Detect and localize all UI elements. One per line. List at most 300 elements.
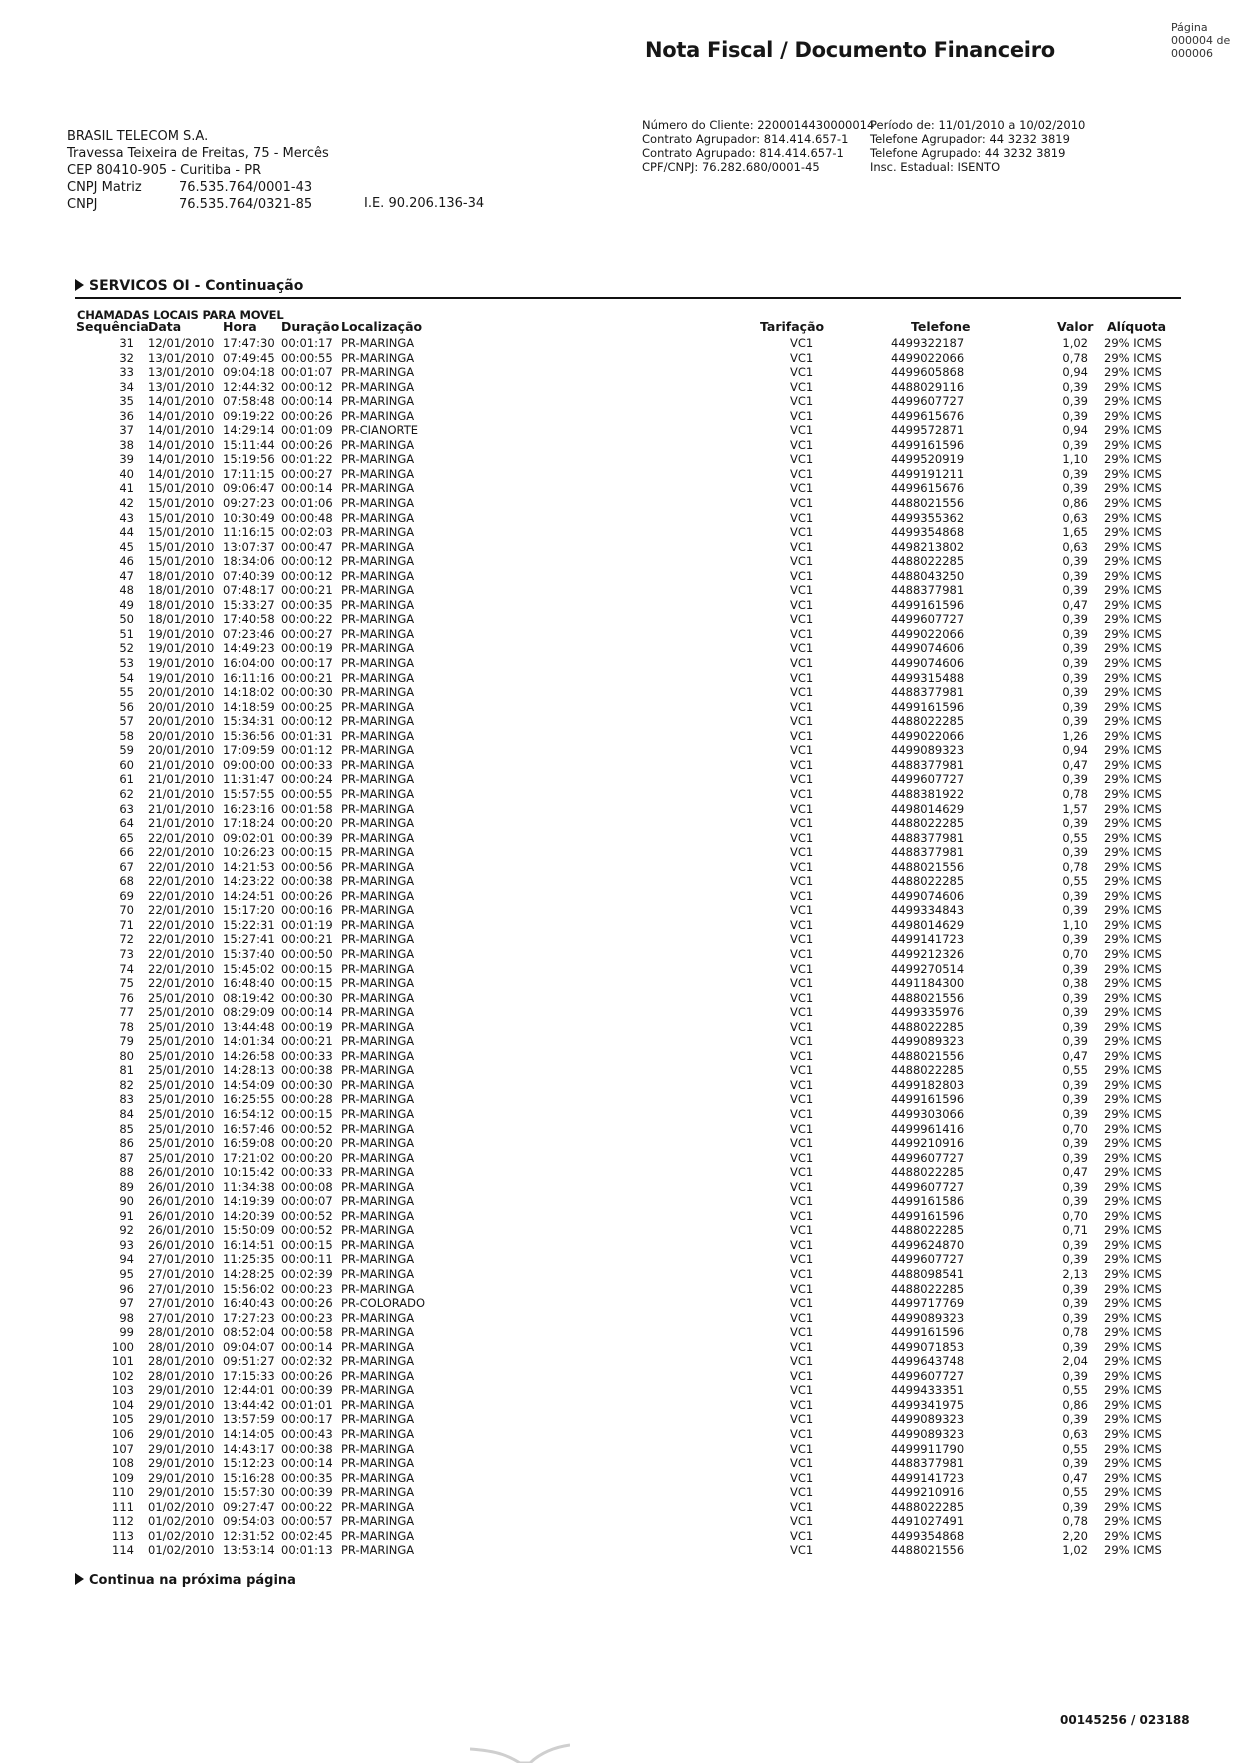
cell-telefone: 4499607727 [891,1252,965,1267]
table-row [0,1034,1248,1049]
cell-localizacao: PR-MARINGA [341,1208,415,1223]
table-row [0,1151,1248,1166]
col-header-data: Data [148,319,182,334]
cell-data: 25/01/2010 [148,1034,215,1049]
table-row [0,714,1248,729]
cell-sequencia: 86 [119,1136,134,1151]
table-row [0,874,1248,889]
cell-duracao: 00:00:15 [281,976,333,991]
cell-telefone: 4488377981 [891,845,965,860]
cell-data: 26/01/2010 [148,1165,215,1180]
cell-duracao: 00:01:22 [281,452,333,467]
table-row [0,409,1248,424]
cell-data: 12/01/2010 [148,336,215,350]
contract-info [870,118,1085,174]
cell-aliquota: 29% ICMS [1104,1412,1162,1427]
cell-hora: 16:11:16 [223,670,275,685]
cell-localizacao: PR-MARINGA [341,1106,415,1121]
table-row [0,860,1248,875]
cell-tarifacao: VC1 [790,816,814,831]
table-row [0,743,1248,758]
cell-telefone: 4499643748 [891,1354,965,1369]
cnpj-label: CNPJ [67,197,98,212]
cell-hora: 14:28:25 [223,1267,275,1281]
cell-tarifacao: VC1 [790,336,814,350]
cell-sequencia: 97 [119,1296,134,1311]
phone-agrupador: Telefone Agrupador: 44 3232 3819 [870,132,1070,146]
cell-data: 14/01/2010 [148,452,215,467]
cell-valor: 0,39 [1062,1077,1088,1092]
client-number: Número do Cliente: 2200014430000014 [642,118,875,132]
col-header-aliquota: Alíquota [1107,319,1167,334]
cell-tarifacao: VC1 [790,1325,814,1340]
cell-localizacao: PR-MARINGA [341,859,415,874]
phone-agrupado: Telefone Agrupado: 44 3232 3819 [870,146,1066,160]
cell-telefone: 4488021556 [891,859,965,874]
cell-duracao: 00:00:15 [281,845,333,860]
table-row [0,496,1248,511]
cell-valor: 0,39 [1062,408,1088,423]
cell-telefone: 4499322187 [891,336,965,350]
cell-valor: 0,39 [1062,466,1088,481]
cell-hora: 09:19:22 [223,408,275,423]
cell-localizacao: PR-MARINGA [341,1470,415,1485]
cell-tarifacao: VC1 [790,1339,814,1354]
cell-aliquota: 29% ICMS [1104,1077,1162,1092]
cell-localizacao: PR-CIANORTE [341,423,418,438]
cell-data: 19/01/2010 [148,626,215,641]
table-row [0,540,1248,555]
cell-localizacao: PR-MARINGA [341,466,415,481]
cell-tarifacao: VC1 [790,423,814,438]
table-row [0,903,1248,918]
cell-aliquota: 29% ICMS [1104,1106,1162,1121]
cell-data: 22/01/2010 [148,830,215,845]
cell-localizacao: PR-MARINGA [341,437,415,452]
cell-telefone: 4488377981 [891,830,965,845]
cell-aliquota: 29% ICMS [1104,699,1162,714]
page-value: 000004 de 000006 [1171,34,1231,60]
cell-valor: 0,39 [1062,816,1088,831]
cell-telefone: 4488022285 [891,816,965,831]
cell-sequencia: 33 [119,365,134,380]
cell-tarifacao: VC1 [790,656,814,671]
cell-aliquota: 29% ICMS [1104,1485,1162,1500]
cell-aliquota: 29% ICMS [1104,1296,1162,1311]
cell-tarifacao: VC1 [790,539,814,554]
table-row [0,802,1248,817]
cell-data: 20/01/2010 [148,743,215,758]
cell-hora: 14:23:22 [223,874,275,889]
table-row [0,1383,1248,1398]
cell-duracao: 00:00:20 [281,816,333,831]
cell-data: 15/01/2010 [148,554,215,569]
cell-sequencia: 50 [119,612,134,627]
cnpj-matriz-value: 76.535.764/0001-43 [179,180,313,195]
table-row [0,467,1248,482]
cell-localizacao: PR-MARINGA [341,1048,415,1063]
cell-sequencia: 65 [119,830,134,845]
cell-aliquota: 29% ICMS [1104,1368,1162,1383]
cell-duracao: 00:00:57 [281,1514,333,1529]
table-row [0,438,1248,453]
cell-duracao: 00:01:31 [281,728,333,743]
cell-data: 20/01/2010 [148,685,215,700]
table-row [0,1223,1248,1238]
cell-valor: 0,39 [1062,1339,1088,1354]
cell-duracao: 00:00:26 [281,437,333,452]
cell-valor: 0,70 [1062,946,1088,961]
cell-valor: 0,86 [1062,496,1088,511]
cell-duracao: 00:00:14 [281,394,333,409]
table-row [0,889,1248,904]
cell-data: 26/01/2010 [148,1208,215,1223]
cell-data: 13/01/2010 [148,365,215,380]
cell-hora: 14:43:17 [223,1441,275,1456]
cell-valor: 0,39 [1062,845,1088,860]
table-row [0,554,1248,569]
cell-tarifacao: VC1 [790,699,814,714]
cnpj-matriz-label: CNPJ Matriz [67,180,142,195]
table-row [0,1005,1248,1020]
cell-aliquota: 29% ICMS [1104,1150,1162,1165]
cell-localizacao: PR-MARINGA [341,1514,415,1529]
cell-tarifacao: VC1 [790,1397,814,1412]
cell-data: 15/01/2010 [148,496,215,511]
cell-valor: 0,39 [1062,1034,1088,1049]
cell-valor: 2,13 [1062,1267,1088,1281]
cell-hora: 16:59:08 [223,1136,275,1151]
cell-valor: 0,39 [1062,670,1088,685]
cell-aliquota: 29% ICMS [1104,437,1162,452]
col-header-seq: Sequência [76,319,149,334]
cell-telefone: 4499961416 [891,1121,965,1136]
cell-telefone: 4499607727 [891,394,965,409]
cell-tarifacao: VC1 [790,714,814,729]
cell-aliquota: 29% ICMS [1104,961,1162,976]
cell-tarifacao: VC1 [790,1354,814,1369]
cell-data: 27/01/2010 [148,1267,215,1281]
cell-duracao: 00:00:15 [281,961,333,976]
cell-aliquota: 29% ICMS [1104,670,1162,685]
cell-localizacao: PR-MARINGA [341,481,415,496]
section-title-text: SERVICOS OI - Continuação [89,278,304,294]
cell-aliquota: 29% ICMS [1104,1397,1162,1412]
table-row [0,1325,1248,1340]
cell-tarifacao: VC1 [790,801,814,816]
cell-hora: 09:27:23 [223,496,275,511]
cell-duracao: 00:01:17 [281,336,333,350]
cell-sequencia: 43 [119,510,134,525]
cell-valor: 0,78 [1062,350,1088,365]
cell-sequencia: 109 [112,1470,134,1485]
cell-tarifacao: VC1 [790,903,814,918]
cell-data: 25/01/2010 [148,1136,215,1151]
cell-sequencia: 103 [112,1383,134,1398]
cell-valor: 1,02 [1062,336,1088,350]
cell-telefone: 4499624870 [891,1237,965,1252]
cell-aliquota: 29% ICMS [1104,685,1162,700]
cell-telefone: 4499161586 [891,1194,965,1209]
cell-hora: 17:09:59 [223,743,275,758]
cell-telefone: 4488021556 [891,990,965,1005]
cell-tarifacao: VC1 [790,976,814,991]
cell-data: 22/01/2010 [148,859,215,874]
cell-duracao: 00:01:58 [281,801,333,816]
cell-valor: 0,78 [1062,786,1088,801]
cell-tarifacao: VC1 [790,1368,814,1383]
cell-duracao: 00:02:03 [281,525,333,540]
cell-duracao: 00:00:39 [281,1383,333,1398]
cell-aliquota: 29% ICMS [1104,626,1162,641]
cell-data: 29/01/2010 [148,1397,215,1412]
cell-sequencia: 89 [119,1179,134,1194]
cell-data: 25/01/2010 [148,1019,215,1034]
cell-telefone: 4488022285 [891,1063,965,1078]
cell-telefone: 4499607727 [891,1150,965,1165]
cell-duracao: 00:01:09 [281,423,333,438]
cell-hora: 08:19:42 [223,990,275,1005]
cell-tarifacao: VC1 [790,1092,814,1107]
cell-telefone: 4499354868 [891,525,965,540]
table-row [0,351,1248,366]
cell-hora: 14:49:23 [223,641,275,656]
cell-tarifacao: VC1 [790,525,814,540]
cell-valor: 0,39 [1062,1237,1088,1252]
cell-tarifacao: VC1 [790,597,814,612]
cell-duracao: 00:00:19 [281,641,333,656]
subsection-title: CHAMADAS LOCAIS PARA MOVEL [77,308,284,322]
cell-data: 18/01/2010 [148,597,215,612]
cell-aliquota: 29% ICMS [1104,1267,1162,1281]
cell-localizacao: PR-MARINGA [341,539,415,554]
cell-sequencia: 84 [119,1106,134,1121]
cell-aliquota: 29% ICMS [1104,597,1162,612]
cell-telefone: 4499089323 [891,1034,965,1049]
scan-mark-icon [470,1735,570,1763]
cell-telefone: 4499161596 [891,1208,965,1223]
cell-tarifacao: VC1 [790,932,814,947]
cell-localizacao: PR-MARINGA [341,1499,415,1514]
cell-hora: 07:40:39 [223,568,275,583]
cell-aliquota: 29% ICMS [1104,1281,1162,1296]
cell-duracao: 00:00:38 [281,1441,333,1456]
cell-valor: 0,55 [1062,830,1088,845]
cell-duracao: 00:00:27 [281,466,333,481]
cell-telefone: 4499141723 [891,1470,965,1485]
cell-telefone: 4499089323 [891,1310,965,1325]
cell-valor: 0,39 [1062,568,1088,583]
cell-duracao: 00:00:43 [281,1427,333,1442]
cell-duracao: 00:00:33 [281,757,333,772]
cell-aliquota: 29% ICMS [1104,350,1162,365]
cell-valor: 0,47 [1062,1048,1088,1063]
cell-localizacao: PR-MARINGA [341,408,415,423]
cell-data: 29/01/2010 [148,1383,215,1398]
cell-duracao: 00:00:15 [281,1106,333,1121]
cell-hora: 16:14:51 [223,1237,275,1252]
cell-sequencia: 92 [119,1223,134,1238]
arrow-right-icon [75,1573,84,1585]
cell-duracao: 00:00:21 [281,1034,333,1049]
cell-tarifacao: VC1 [790,437,814,452]
cell-aliquota: 29% ICMS [1104,336,1162,350]
cell-sequencia: 59 [119,743,134,758]
cell-valor: 0,39 [1062,961,1088,976]
cell-data: 26/01/2010 [148,1194,215,1209]
cell-telefone: 4488377981 [891,1456,965,1471]
cell-sequencia: 74 [119,961,134,976]
cell-data: 25/01/2010 [148,1048,215,1063]
cell-hora: 12:31:52 [223,1528,275,1543]
cell-telefone: 4498213802 [891,539,965,554]
cell-tarifacao: VC1 [790,743,814,758]
cell-localizacao: PR-MARINGA [341,496,415,511]
cell-duracao: 00:00:14 [281,481,333,496]
cell-localizacao: PR-MARINGA [341,743,415,758]
document-code: 00145256 / 023188 [1060,1713,1190,1727]
cell-duracao: 00:00:12 [281,568,333,583]
col-header-duracao: Duração [281,319,340,334]
cell-valor: 0,39 [1062,932,1088,947]
cell-tarifacao: VC1 [790,1499,814,1514]
cell-hora: 09:06:47 [223,481,275,496]
cell-valor: 0,63 [1062,1427,1088,1442]
cell-aliquota: 29% ICMS [1104,1179,1162,1194]
cell-sequencia: 44 [119,525,134,540]
cell-aliquota: 29% ICMS [1104,888,1162,903]
cell-sequencia: 85 [119,1121,134,1136]
table-row [0,1311,1248,1326]
cell-localizacao: PR-MARINGA [341,583,415,598]
cell-localizacao: PR-MARINGA [341,1325,415,1340]
cell-telefone: 4488377981 [891,583,965,598]
cell-sequencia: 53 [119,656,134,671]
cell-tarifacao: VC1 [790,1383,814,1398]
cell-sequencia: 78 [119,1019,134,1034]
cell-data: 29/01/2010 [148,1456,215,1471]
table-row [0,1267,1248,1282]
cell-aliquota: 29% ICMS [1104,394,1162,409]
cell-hora: 09:04:07 [223,1339,275,1354]
table-row [0,612,1248,627]
cell-aliquota: 29% ICMS [1104,1456,1162,1471]
table-row [0,365,1248,380]
table-row [0,1282,1248,1297]
contract-agrupador: Contrato Agrupador: 814.414.657-1 [642,132,849,146]
cell-data: 27/01/2010 [148,1296,215,1311]
cell-duracao: 00:00:21 [281,670,333,685]
cell-tarifacao: VC1 [790,670,814,685]
cell-hora: 09:04:18 [223,365,275,380]
cell-tarifacao: VC1 [790,1543,814,1558]
cell-sequencia: 90 [119,1194,134,1209]
cell-aliquota: 29% ICMS [1104,1528,1162,1543]
cell-valor: 0,39 [1062,1150,1088,1165]
cell-valor: 2,20 [1062,1528,1088,1543]
cell-localizacao: PR-MARINGA [341,1019,415,1034]
cell-localizacao: PR-MARINGA [341,917,415,932]
cell-sequencia: 45 [119,539,134,554]
cell-aliquota: 29% ICMS [1104,583,1162,598]
cell-aliquota: 29% ICMS [1104,496,1162,511]
section-divider [75,297,1181,299]
table-row [0,1340,1248,1355]
cell-aliquota: 29% ICMS [1104,874,1162,889]
cell-data: 14/01/2010 [148,466,215,481]
page-counter [1171,21,1233,60]
cell-sequencia: 102 [112,1368,134,1383]
cell-aliquota: 29% ICMS [1104,1514,1162,1529]
cell-aliquota: 29% ICMS [1104,1470,1162,1485]
cell-hora: 09:00:00 [223,757,275,772]
cell-valor: 0,39 [1062,699,1088,714]
cell-telefone: 4499161596 [891,1092,965,1107]
cell-sequencia: 101 [112,1354,134,1369]
cell-localizacao: PR-MARINGA [341,1136,415,1151]
cell-data: 28/01/2010 [148,1339,215,1354]
cell-hora: 14:18:59 [223,699,275,714]
cell-hora: 14:01:34 [223,1034,275,1049]
cell-localizacao: PR-MARINGA [341,1485,415,1500]
cell-valor: 0,78 [1062,1325,1088,1340]
cell-sequencia: 52 [119,641,134,656]
cell-duracao: 00:00:23 [281,1281,333,1296]
cell-valor: 0,70 [1062,1208,1088,1223]
cell-localizacao: PR-MARINGA [341,394,415,409]
cell-tarifacao: VC1 [790,612,814,627]
cell-tarifacao: VC1 [790,990,814,1005]
cell-telefone: 4499607727 [891,1179,965,1194]
cell-hora: 14:14:05 [223,1427,275,1442]
cell-localizacao: PR-MARINGA [341,1063,415,1078]
cell-data: 22/01/2010 [148,946,215,961]
cell-tarifacao: VC1 [790,874,814,889]
cell-tarifacao: VC1 [790,772,814,787]
cell-valor: 0,39 [1062,1368,1088,1383]
cell-hora: 11:16:15 [223,525,275,540]
cell-valor: 0,55 [1062,1441,1088,1456]
table-row [0,423,1248,438]
cell-hora: 15:11:44 [223,437,275,452]
cell-duracao: 00:00:56 [281,859,333,874]
table-row [0,1078,1248,1093]
cell-aliquota: 29% ICMS [1104,568,1162,583]
cell-aliquota: 29% ICMS [1104,1048,1162,1063]
cell-duracao: 00:00:39 [281,830,333,845]
cell-hora: 15:57:55 [223,786,275,801]
cell-hora: 07:48:17 [223,583,275,598]
cell-tarifacao: VC1 [790,1296,814,1311]
cell-hora: 14:28:13 [223,1063,275,1078]
cell-sequencia: 31 [119,336,134,350]
cell-data: 15/01/2010 [148,510,215,525]
cell-localizacao: PR-MARINGA [341,1223,415,1238]
cell-data: 18/01/2010 [148,568,215,583]
cell-duracao: 00:00:14 [281,1456,333,1471]
cell-sequencia: 61 [119,772,134,787]
cell-data: 28/01/2010 [148,1325,215,1340]
cell-sequencia: 67 [119,859,134,874]
cell-duracao: 00:00:30 [281,1077,333,1092]
cell-aliquota: 29% ICMS [1104,1427,1162,1442]
cell-telefone: 4499355362 [891,510,965,525]
cell-sequencia: 70 [119,903,134,918]
cell-tarifacao: VC1 [790,583,814,598]
cell-data: 20/01/2010 [148,699,215,714]
table-row [0,947,1248,962]
cell-valor: 1,26 [1062,728,1088,743]
